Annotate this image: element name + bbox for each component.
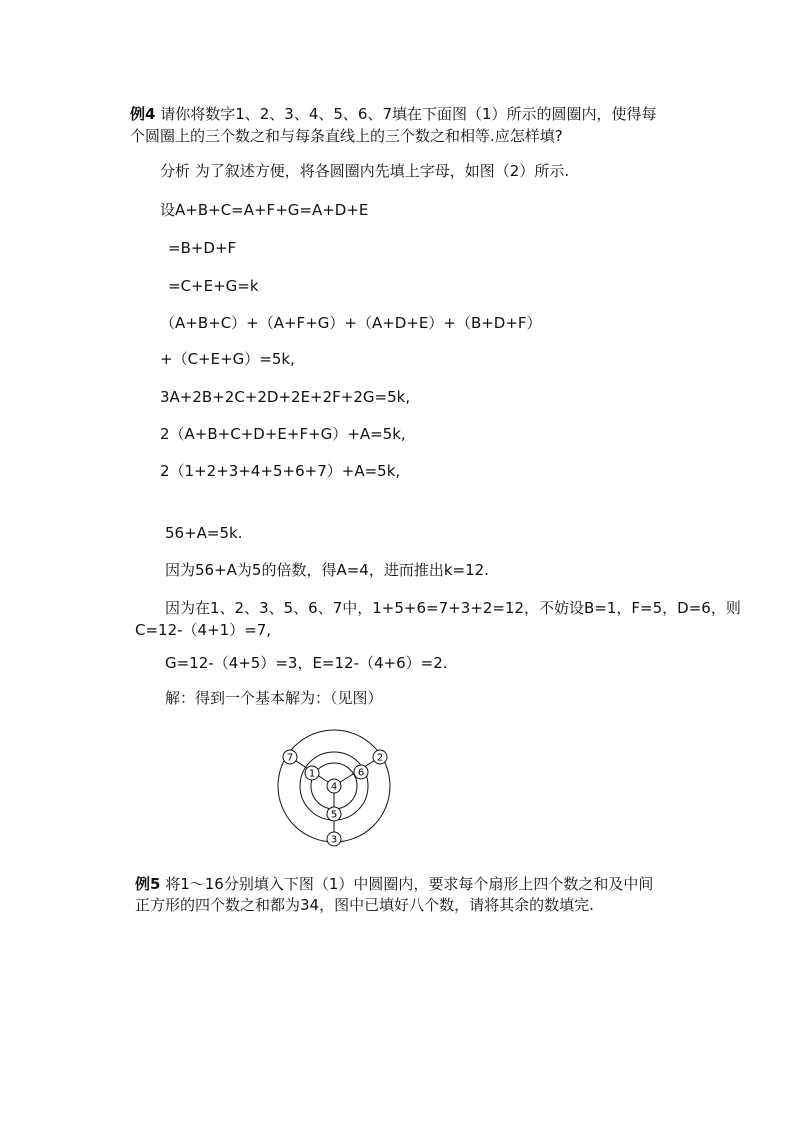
equation-line: 56+A=5k.	[165, 524, 243, 542]
reasoning-line: C=12-（4+1）=7,	[135, 621, 272, 639]
node-inner-right	[354, 765, 368, 779]
equation-line: +（C+E+G）=5k,	[160, 350, 295, 368]
node-outer-bottom	[327, 832, 341, 846]
reasoning-line: G=12-（4+5）=3，E=12-（4+6）=2.	[165, 654, 448, 672]
node-outer-bottom-label: 3	[330, 834, 338, 846]
node-center-label: 4	[330, 781, 338, 793]
equation-line: 设A+B+C=A+F+G=A+D+E	[160, 201, 369, 219]
example-4-text-1: 请你将数字1、2、3、4、5、6、7填在下面图（1）所示的圆圈内，使得每	[155, 105, 657, 123]
example-5-line-2: 正方形的四个数之和都为34，图中已填好八个数，请将其余的数填完.	[135, 896, 594, 914]
equation-line: （A+B+C）+（A+F+G）+（A+D+E）+（B+D+F）	[160, 314, 542, 332]
equation-line: 2（1+2+3+4+5+6+7）+A=5k,	[160, 462, 401, 480]
solution-line: 解：得到一个基本解为：（见图）	[165, 689, 383, 707]
equation-line: 3A+2B+2C+2D+2E+2F+2G=5k,	[160, 388, 411, 406]
node-inner-left	[305, 766, 319, 780]
equation-line: =B+D+F	[168, 239, 237, 257]
node-inner-left-label: 1	[308, 768, 316, 780]
node-outer-right-label: 2	[376, 752, 384, 764]
node-outer-left	[283, 750, 297, 764]
circle-diagram	[270, 722, 400, 852]
node-outer-left-label: 7	[286, 752, 294, 764]
equation-line: =C+E+G=k	[168, 277, 259, 295]
example-4-label: 例4	[130, 105, 156, 123]
node-inner-right-label: 6	[357, 767, 365, 779]
node-inner-bottom-label: 5	[330, 809, 338, 821]
analysis-intro: 分析 为了叙述方便，将各圆圈内先填上字母，如图（2）所示.	[160, 162, 570, 180]
reasoning-line: 因为在1、2、3、5、6、7中，1+5+6=7+3+2=12，不妨设B=1，F=5，D=6，则	[165, 599, 741, 617]
example-5-text-1: 将1～16分别填入下图（1）中圆圈内，要求每个扇形上四个数之和及中间	[160, 875, 654, 893]
example-4-line-2: 个圆圈上的三个数之和与每条直线上的三个数之和相等.应怎样填?	[130, 127, 563, 145]
reasoning-line: 因为56+A为5的倍数，得A=4，进而推出k=12.	[165, 561, 489, 579]
node-outer-right	[373, 750, 387, 764]
example-5-line-1	[135, 874, 653, 894]
node-center	[327, 779, 341, 793]
example-4-line-1	[130, 104, 657, 124]
example-5-label: 例5	[135, 875, 161, 893]
node-inner-bottom	[327, 807, 341, 821]
equation-line: 2（A+B+C+D+E+F+G）+A=5k,	[160, 425, 406, 443]
